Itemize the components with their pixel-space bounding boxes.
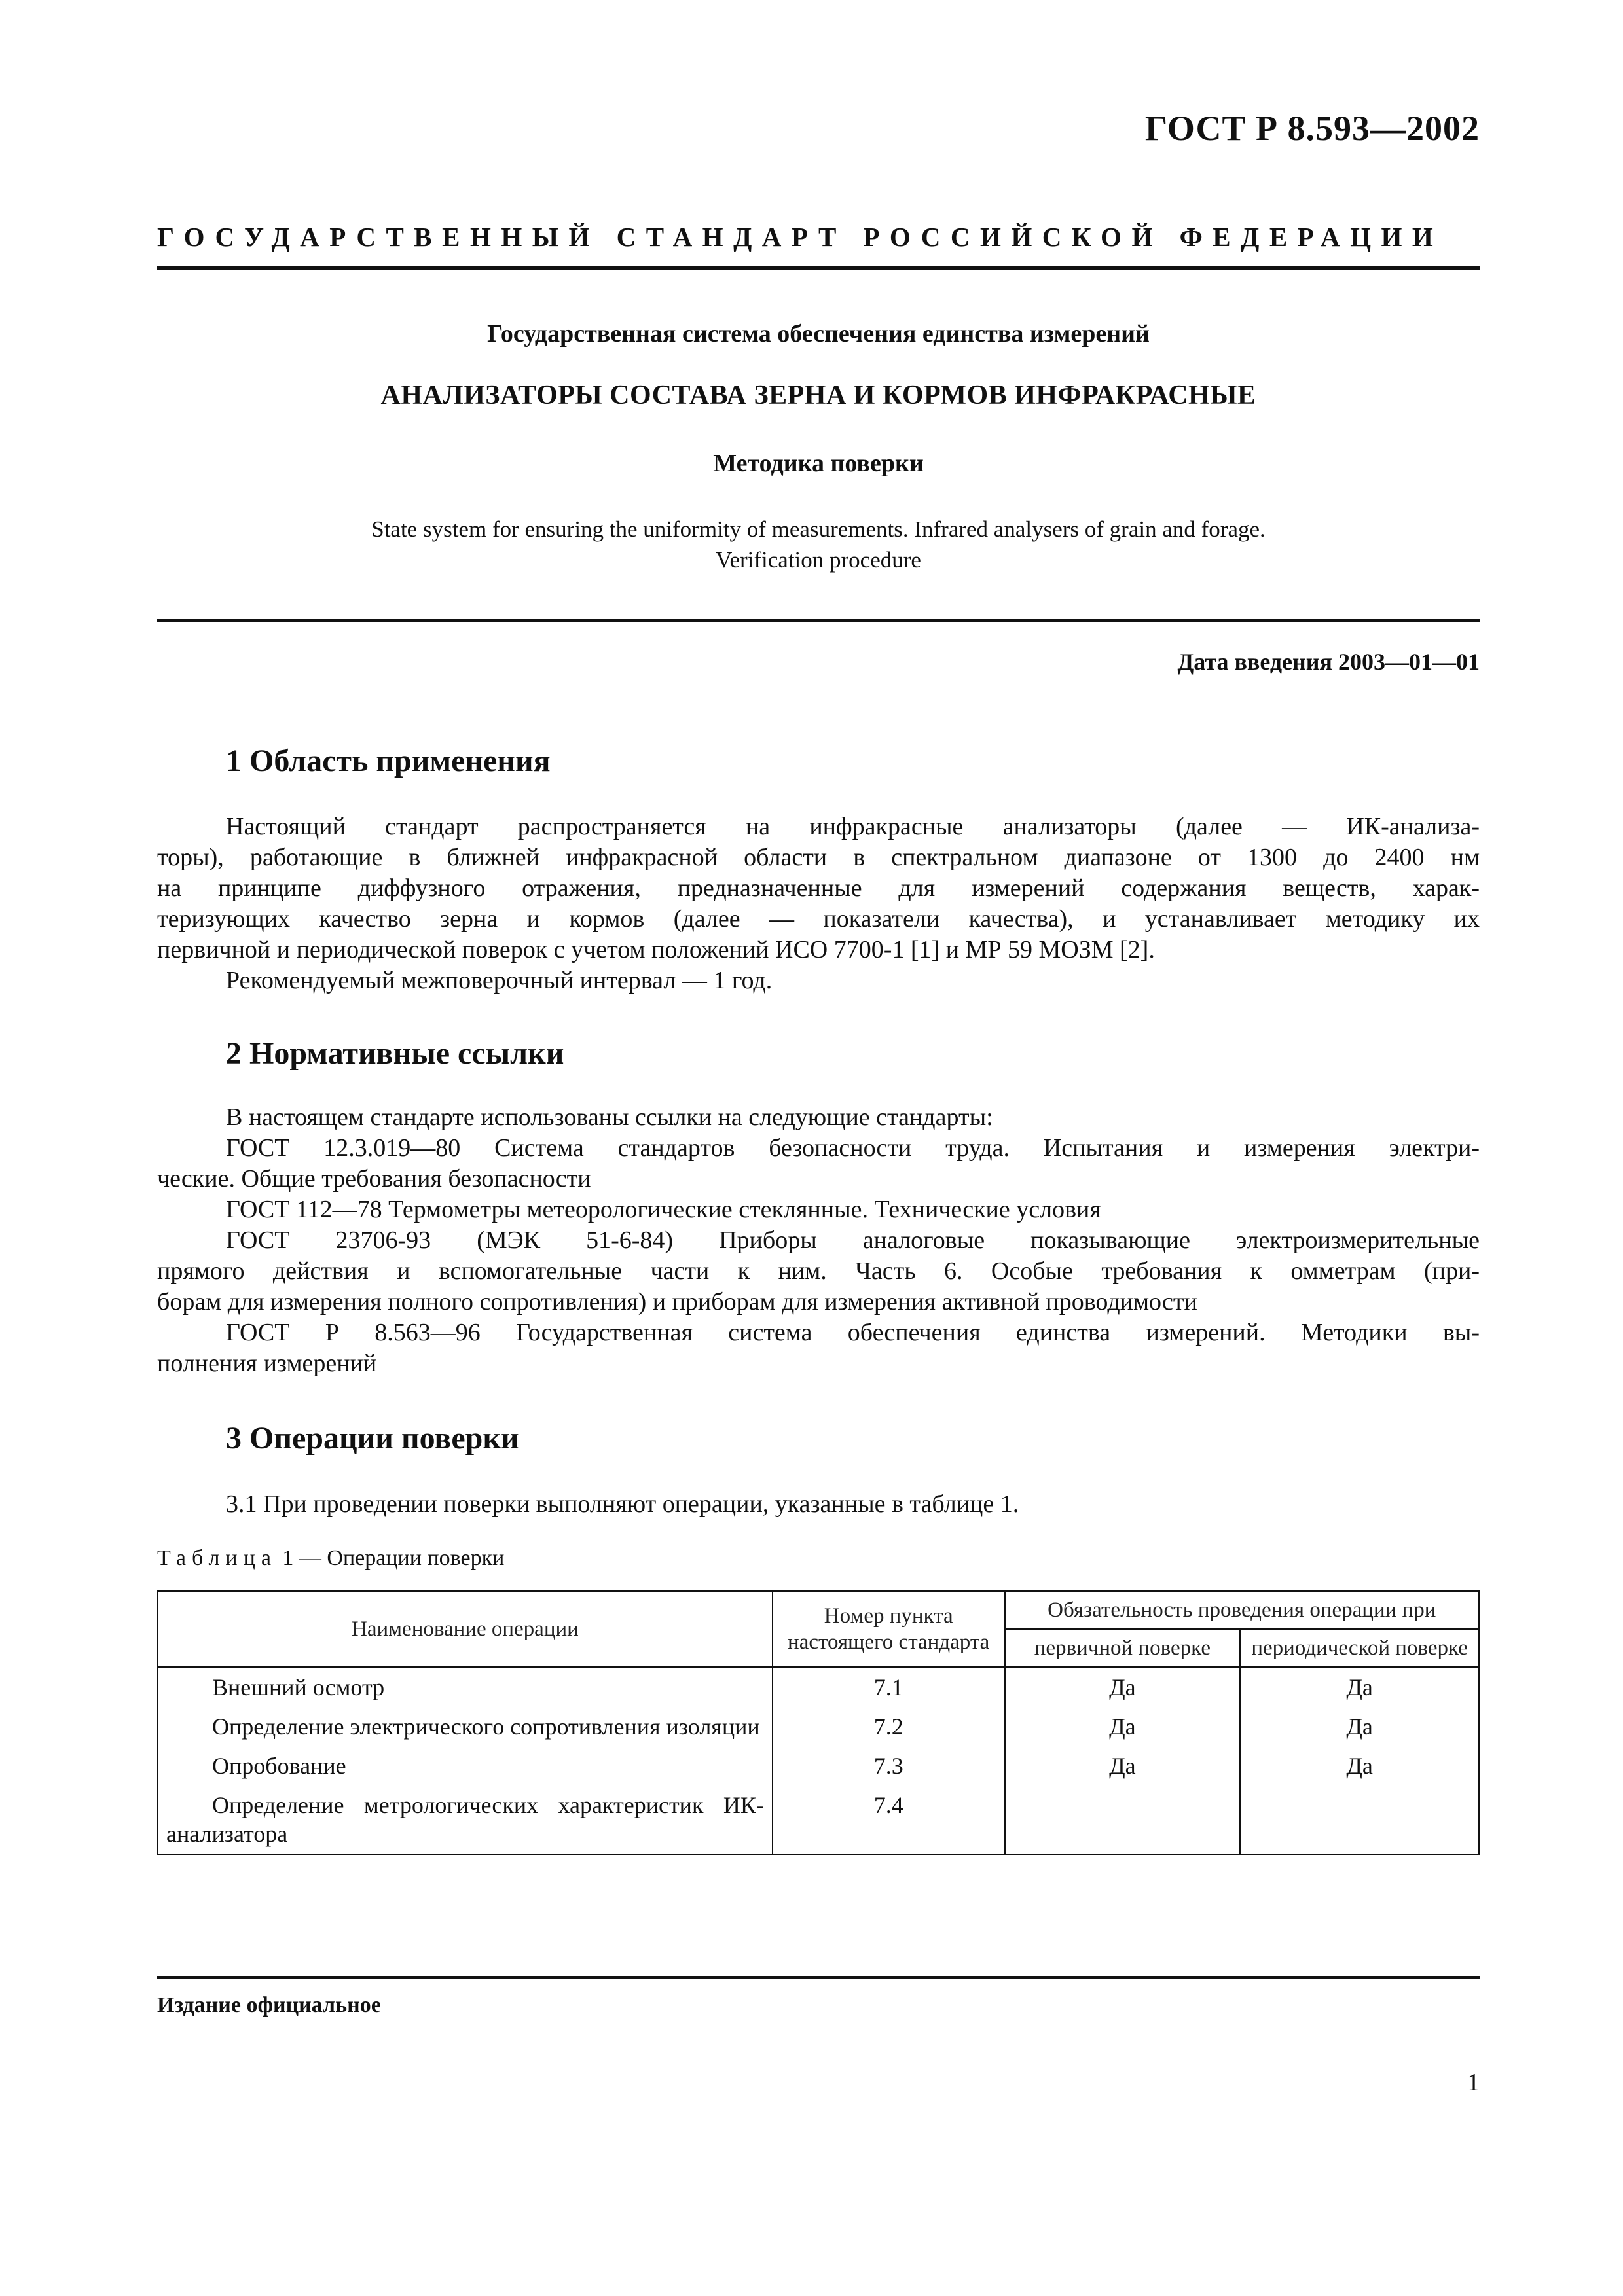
table-row [158, 1785, 1479, 1854]
edition-label: Издание официальное [157, 1993, 381, 2017]
clause-number: 7.4 [773, 1785, 1005, 1854]
text-line: ГОСТ 23706-93 (МЭК 51-6-84) Приборы аналоговые показывающие электроизмерительные [226, 1227, 1480, 1254]
page-number: 1 [1467, 2069, 1480, 2096]
header-primary-verification: первичной поверке [1005, 1629, 1241, 1667]
section-2-title: 2 Нормативные ссылки [226, 1036, 564, 1071]
text-line: ГОСТ Р 8.563—96 Государственная система обеспечения единства измерений. Методики вы- [226, 1319, 1480, 1346]
english-title-line: State system for ensuring the uniformity of measurements. Infrared analysers of grain and forage. [371, 516, 1266, 542]
english-title-line: Verification procedure [716, 547, 921, 573]
text-line: полнения измерений [157, 1350, 377, 1377]
standard-code: ГОСТ Р 8.593—2002 [1144, 109, 1480, 148]
text-line: на принципе диффузного отражения, предназначенные для измерений содержания веществ, харак- [157, 874, 1480, 902]
primary-required [1005, 1785, 1241, 1854]
text-line: ческие. Общие требования безопасности [157, 1165, 591, 1193]
table-row [158, 1746, 1479, 1785]
text-line: борам для измерения полного сопротивления) и приборам для измерения активной проводимости [157, 1288, 1197, 1316]
clause-number: 7.1 [773, 1667, 1005, 1707]
section-1-title: 1 Область применения [226, 744, 551, 778]
header-obligation: Обязательность проведения операции при [1005, 1591, 1479, 1629]
top-rule [157, 266, 1480, 270]
operation-name: Определение метрологических характеристик ИК-анализатора [158, 1785, 773, 1854]
operation-name: Опробование [158, 1746, 773, 1785]
text-line: первичной и периодической поверок с учетом положений ИСО 7700-1 [1] и МР 59 МОЗМ [2]. [157, 936, 1155, 963]
table-row [158, 1667, 1479, 1707]
text-line: торы), работающие в ближней инфракрасной области в спектральном диапазоне от 1300 до 2400 нм [157, 844, 1480, 871]
clause-number: 7.2 [773, 1707, 1005, 1746]
periodic-required: Да [1240, 1667, 1479, 1707]
section-1-text [157, 812, 1480, 996]
primary-required: Да [1005, 1707, 1241, 1746]
footer-rule [157, 1976, 1480, 1979]
periodic-required [1240, 1785, 1479, 1854]
english-title [157, 514, 1480, 575]
table-caption [157, 1546, 504, 1571]
header-clause-number: Номер пункта настоящего стандарта [773, 1591, 1005, 1667]
table-row [158, 1707, 1479, 1746]
document-subtitle: Методика поверки [713, 450, 924, 477]
text-line: 3.1 При проведении поверки выполняют операции, указанные в таблице 1. [226, 1490, 1019, 1518]
primary-required: Да [1005, 1746, 1241, 1785]
section-2-text [157, 1102, 1480, 1379]
document-title: АНАЛИЗАТОРЫ СОСТАВА ЗЕРНА И КОРМОВ ИНФРАКРАСНЫЕ [380, 380, 1256, 410]
text-line: ГОСТ 12.3.019—80 Система стандартов безопасности труда. Испытания и измерения электри- [226, 1134, 1480, 1162]
text-line: Рекомендуемый межповерочный интервал — 1 год. [226, 967, 773, 994]
system-title: Государственная система обеспечения единства измерений [487, 320, 1150, 348]
text-line: теризующих качество зерна и кормов (далее — показатели качества), и устанавливает методику их [157, 905, 1480, 933]
header-operation-name: Наименование операции [158, 1591, 773, 1667]
periodic-required: Да [1240, 1707, 1479, 1746]
title-rule [157, 619, 1480, 622]
gov-standard-heading: ГОСУДАРСТВЕННЫЙ СТАНДАРТ РОССИЙСКОЙ ФЕДЕРАЦИИ [157, 222, 1444, 252]
text-line: прямого действия и вспомогательные части к ним. Часть 6. Особые требования к омметрам (при- [157, 1257, 1480, 1285]
operation-name: Внешний осмотр [158, 1667, 773, 1707]
clause-number: 7.3 [773, 1746, 1005, 1785]
text-line: ГОСТ 112—78 Термометры метеорологические стеклянные. Технические условия [226, 1196, 1101, 1223]
header-periodic-verification: периодической поверке [1240, 1629, 1479, 1667]
introduction-date: Дата введения 2003—01—01 [1177, 649, 1480, 675]
table-caption-word: Таблица [157, 1546, 277, 1570]
text-line: Настоящий стандарт распространяется на инфракрасные анализаторы (далее — ИК-анализа- [226, 813, 1480, 840]
operations-table [157, 1590, 1480, 1855]
operation-name: Определение электрического сопротивления изоляции [158, 1707, 773, 1746]
table-caption-text: 1 — Операции поверки [276, 1546, 505, 1570]
section-3-title: 3 Операции поверки [226, 1421, 519, 1456]
periodic-required: Да [1240, 1746, 1479, 1785]
primary-required: Да [1005, 1667, 1241, 1707]
section-3-text [157, 1489, 1480, 1520]
text-line: В настоящем стандарте использованы ссылки на следующие стандарты: [226, 1103, 993, 1131]
